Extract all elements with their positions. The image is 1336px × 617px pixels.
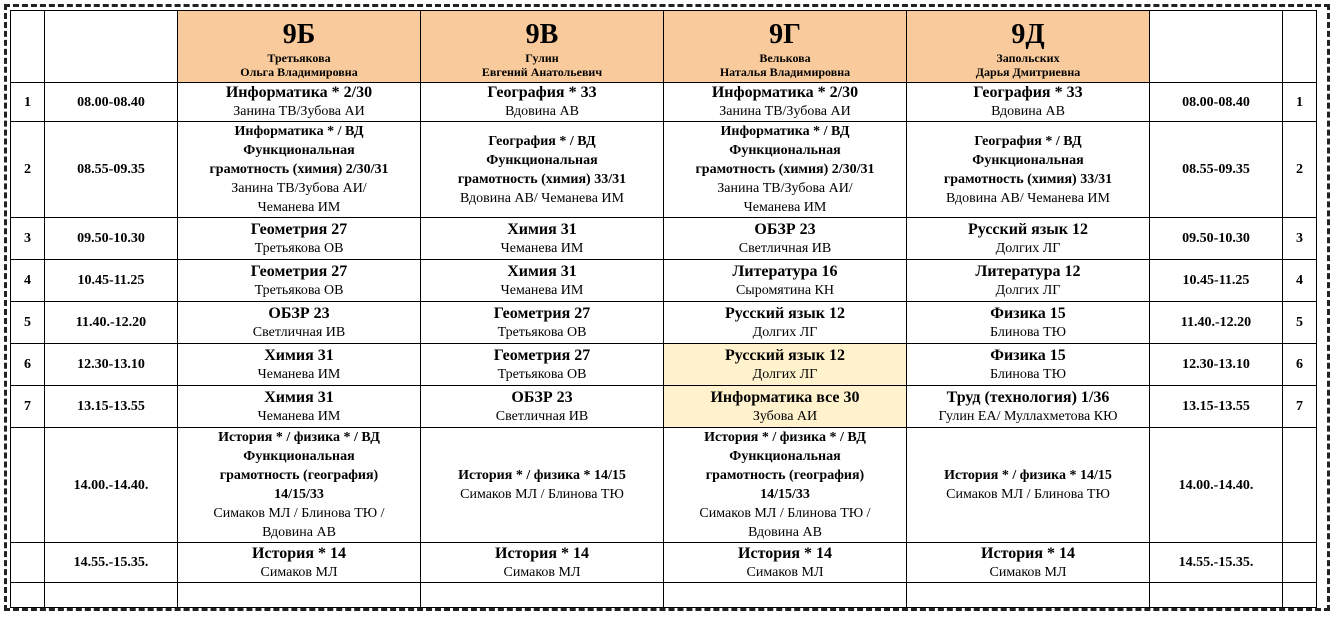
lesson-subject: Химия 31 (264, 346, 334, 364)
lesson-teacher: Вдовина АВ (991, 104, 1065, 119)
lesson-number (11, 543, 45, 583)
lesson-cell (907, 386, 1150, 428)
lesson-subject: География * 33 (973, 84, 1083, 101)
lesson-cell (421, 302, 664, 344)
lesson-subject: История * / физика * 14/15 (944, 468, 1112, 483)
class-teacher-name: Ольга Владимировна (240, 64, 358, 79)
lesson-teacher: Блинова ТЮ (990, 366, 1066, 382)
lesson-row (11, 428, 1317, 543)
lesson-subject: Функциональная (243, 143, 355, 158)
lesson-teacher: Симаков МЛ (503, 564, 581, 580)
lesson-time: 10.45-11.25 (45, 260, 178, 302)
class-teacher-name: Дарья Дмитриевна (975, 64, 1081, 79)
lesson-cell (421, 344, 664, 386)
lesson-subject: Функциональная (972, 152, 1084, 168)
class-header-9g (664, 11, 907, 83)
lesson-cell (664, 344, 907, 386)
lesson-teacher: Симаков МЛ (746, 564, 824, 580)
lesson-subject: Информатика все 30 (710, 388, 860, 406)
lesson-cell (178, 344, 421, 386)
lesson-number-right: 3 (1283, 218, 1317, 260)
lesson-cell (664, 83, 907, 122)
lesson-number-right: 6 (1283, 344, 1317, 386)
lesson-cell (664, 260, 907, 302)
lesson-cell (664, 302, 907, 344)
lesson-subject: Функциональная (243, 449, 355, 464)
lesson-cell (178, 428, 421, 543)
class-code: 9Д (1011, 18, 1045, 50)
lesson-time: 12.30-13.10 (45, 344, 178, 386)
lesson-time-right: 08.55-09.35 (1150, 122, 1283, 218)
header-empty-time (45, 11, 178, 83)
lesson-time-right: 09.50-10.30 (1150, 218, 1283, 260)
lesson-number-right: 2 (1283, 122, 1317, 218)
lesson-row (11, 344, 1317, 386)
lesson-subject: История * / физика * / ВД (218, 430, 380, 445)
empty-cell (11, 583, 45, 608)
lesson-teacher: Долгих ЛГ (752, 366, 818, 382)
lesson-subject: Химия 31 (264, 388, 334, 406)
lesson-subject: грамотность (география) (219, 468, 379, 483)
class-teacher-surname: Третьякова (267, 50, 331, 65)
lesson-subject: История * 14 (252, 544, 346, 562)
lesson-number: 3 (11, 218, 45, 260)
lesson-time-right: 08.00-08.40 (1150, 83, 1283, 122)
lesson-number: 2 (11, 122, 45, 218)
lesson-subject: грамотность (химия) 33/31 (457, 171, 627, 187)
lesson-teacher: Чеманева ИМ (500, 282, 584, 298)
lesson-subject: грамотность (химия) 33/31 (943, 171, 1113, 187)
lesson-row (11, 218, 1317, 260)
lesson-teacher: Третьякова ОВ (497, 324, 587, 340)
lesson-teacher: Вдовина АВ (262, 525, 336, 540)
lesson-cell (178, 302, 421, 344)
lesson-subject: География * / ВД (974, 133, 1082, 149)
lesson-time: 08.00-08.40 (45, 83, 178, 122)
lesson-subject: грамотность (химия) 2/30/31 (209, 162, 389, 177)
lesson-subject: Химия 31 (507, 220, 577, 238)
lesson-cell (178, 122, 421, 218)
lesson-teacher: Сыромятина КН (735, 282, 835, 298)
lesson-cell (907, 83, 1150, 122)
lesson-teacher: Светличная ИВ (252, 324, 346, 340)
empty-row (11, 583, 1317, 608)
lesson-teacher: Симаков МЛ / Блинова ТЮ / (213, 506, 385, 521)
class-teacher-surname: Гулин (525, 50, 559, 65)
class-teacher-surname: Запольских (996, 50, 1060, 65)
lesson-time: 14.00.-14.40. (45, 428, 178, 543)
empty-cell (45, 583, 178, 608)
lesson-cell (178, 543, 421, 583)
lesson-subject: грамотность (химия) 2/30/31 (695, 162, 875, 177)
lesson-subject: ОБЗР 23 (754, 220, 816, 238)
lesson-teacher: Долгих ЛГ (995, 282, 1061, 298)
lesson-teacher: Занина ТВ/Зубова АИ (719, 104, 851, 119)
lesson-cell (907, 302, 1150, 344)
lesson-teacher: Вдовина АВ/ Чеманева ИМ (460, 190, 624, 206)
lesson-cell (421, 386, 664, 428)
lesson-time: 14.55.-15.35. (45, 543, 178, 583)
lesson-teacher: Вдовина АВ (748, 525, 822, 540)
lesson-subject: Литература 16 (732, 262, 838, 280)
lesson-teacher: Чеманева ИМ (257, 366, 341, 382)
header-row (11, 11, 1317, 83)
lesson-row (11, 302, 1317, 344)
lesson-cell (907, 428, 1150, 543)
lesson-teacher: Чеманева ИМ (500, 240, 584, 256)
lesson-row (11, 386, 1317, 428)
lesson-cell (421, 260, 664, 302)
lesson-number (11, 428, 45, 543)
lesson-cell (664, 218, 907, 260)
empty-cell (421, 583, 664, 608)
lesson-cell (421, 83, 664, 122)
lesson-number-right: 7 (1283, 386, 1317, 428)
lesson-teacher: Симаков МЛ / Блинова ТЮ (946, 487, 1110, 502)
lesson-subject: Информатика * 2/30 (711, 84, 859, 101)
lesson-number-right (1283, 543, 1317, 583)
lesson-teacher: Симаков МЛ (260, 564, 338, 580)
header-empty-right (1283, 11, 1317, 83)
lesson-subject: История * 14 (495, 544, 589, 562)
lesson-teacher: Долгих ЛГ (995, 240, 1061, 256)
lesson-subject: 14/15/33 (760, 487, 810, 502)
class-teacher-surname: Велькова (759, 50, 811, 65)
lesson-number-right: 5 (1283, 302, 1317, 344)
lesson-time: 11.40.-12.20 (45, 302, 178, 344)
lesson-subject: Труд (технология) 1/36 (946, 388, 1110, 406)
lesson-teacher: Симаков МЛ / Блинова ТЮ / (699, 506, 871, 521)
lesson-subject: Геометрия 27 (250, 220, 348, 238)
lesson-subject: География * 33 (487, 84, 597, 101)
lesson-number-right: 4 (1283, 260, 1317, 302)
lesson-cell (907, 122, 1150, 218)
class-code: 9В (525, 18, 559, 50)
lesson-row (11, 543, 1317, 583)
lesson-row (11, 83, 1317, 122)
lesson-subject: Геометрия 27 (493, 346, 591, 364)
lesson-time: 13.15-13.55 (45, 386, 178, 428)
lesson-number: 5 (11, 302, 45, 344)
lesson-teacher: Вдовина АВ/ Чеманева ИМ (946, 190, 1110, 206)
lesson-subject: Литература 12 (975, 262, 1081, 280)
lesson-subject: Русский язык 12 (725, 346, 845, 364)
lesson-subject: История * / физика * 14/15 (458, 468, 626, 483)
lesson-row (11, 260, 1317, 302)
lesson-subject: грамотность (география) (705, 468, 865, 483)
lesson-subject: 14/15/33 (274, 487, 324, 502)
lesson-teacher: Чеманева ИМ (257, 408, 341, 424)
lesson-number-right (1283, 428, 1317, 543)
lesson-cell (178, 386, 421, 428)
lesson-subject: Русский язык 12 (725, 304, 845, 322)
empty-cell (664, 583, 907, 608)
lesson-subject: История * 14 (738, 544, 832, 562)
lesson-teacher: Третьякова ОВ (254, 240, 344, 256)
lesson-time-right: 13.15-13.55 (1150, 386, 1283, 428)
lesson-subject: История * 14 (981, 544, 1075, 562)
lesson-subject: ОБЗР 23 (511, 388, 573, 406)
lesson-cell (421, 218, 664, 260)
lesson-cell (421, 122, 664, 218)
lesson-number: 7 (11, 386, 45, 428)
lesson-subject: Физика 15 (990, 304, 1066, 322)
lesson-subject: Геометрия 27 (250, 262, 348, 280)
lesson-teacher: Симаков МЛ (989, 564, 1067, 580)
lesson-subject: География * / ВД (488, 133, 596, 149)
lesson-teacher: Светличная ИВ (495, 408, 589, 424)
class-teacher-name: Евгений Анатольевич (481, 64, 603, 79)
lesson-subject: Функциональная (729, 449, 841, 464)
header-empty-left (11, 11, 45, 83)
lesson-subject: Информатика * 2/30 (225, 84, 373, 101)
lesson-teacher: Симаков МЛ / Блинова ТЮ (460, 487, 624, 502)
lesson-cell (907, 260, 1150, 302)
lesson-cell (664, 428, 907, 543)
header-empty-time-right (1150, 11, 1283, 83)
lesson-teacher: Занина ТВ/Зубова АИ/ (231, 181, 367, 196)
lesson-number: 1 (11, 83, 45, 122)
lesson-subject: История * / физика * / ВД (704, 430, 866, 445)
lesson-cell (178, 83, 421, 122)
lesson-subject: Геометрия 27 (493, 304, 591, 322)
empty-cell (1283, 583, 1317, 608)
lesson-cell (421, 543, 664, 583)
lesson-subject: Функциональная (486, 152, 598, 168)
lesson-subject: Химия 31 (507, 262, 577, 280)
lesson-subject: ОБЗР 23 (268, 304, 330, 322)
lesson-time-right: 14.55.-15.35. (1150, 543, 1283, 583)
lesson-teacher: Третьякова ОВ (497, 366, 587, 382)
empty-cell (178, 583, 421, 608)
class-teacher-name: Наталья Владимировна (719, 64, 851, 79)
lesson-teacher: Чеманева ИМ (257, 200, 341, 215)
lesson-teacher: Зубова АИ (752, 408, 818, 424)
lesson-time-right: 12.30-13.10 (1150, 344, 1283, 386)
lesson-teacher: Гулин ЕА/ Муллахметова КЮ (938, 408, 1118, 424)
lesson-row (11, 122, 1317, 218)
lesson-teacher: Вдовина АВ (505, 104, 579, 119)
lesson-teacher: Чеманева ИМ (743, 200, 827, 215)
lesson-cell (178, 260, 421, 302)
lesson-time-right: 10.45-11.25 (1150, 260, 1283, 302)
lesson-number-right: 1 (1283, 83, 1317, 122)
lesson-teacher: Занина ТВ/Зубова АИ (233, 104, 365, 119)
lesson-teacher: Светличная ИВ (738, 240, 832, 256)
lesson-number: 4 (11, 260, 45, 302)
lesson-cell (907, 344, 1150, 386)
lesson-time: 08.55-09.35 (45, 122, 178, 218)
lesson-subject: Физика 15 (990, 346, 1066, 364)
lesson-cell (421, 428, 664, 543)
lesson-cell (664, 122, 907, 218)
lesson-subject: Информатика * / ВД (234, 124, 364, 139)
class-header-9v (421, 11, 664, 83)
class-header-9d (907, 11, 1150, 83)
lesson-cell (907, 543, 1150, 583)
lesson-number: 6 (11, 344, 45, 386)
lesson-teacher: Третьякова ОВ (254, 282, 344, 298)
lesson-cell (907, 218, 1150, 260)
lesson-time-right: 14.00.-14.40. (1150, 428, 1283, 543)
schedule-table (10, 10, 1317, 608)
lesson-time: 09.50-10.30 (45, 218, 178, 260)
lesson-time-right: 11.40.-12.20 (1150, 302, 1283, 344)
empty-cell (907, 583, 1150, 608)
lesson-teacher: Блинова ТЮ (990, 324, 1066, 340)
lesson-subject: Информатика * / ВД (720, 124, 850, 139)
lesson-cell (664, 543, 907, 583)
class-code: 9Б (282, 18, 316, 50)
class-code: 9Г (769, 18, 801, 50)
lesson-subject: Функциональная (729, 143, 841, 158)
lesson-teacher: Долгих ЛГ (752, 324, 818, 340)
lesson-teacher: Занина ТВ/Зубова АИ/ (717, 181, 853, 196)
lesson-cell (664, 386, 907, 428)
empty-cell (1150, 583, 1283, 608)
lesson-cell (178, 218, 421, 260)
class-header-9b (178, 11, 421, 83)
lesson-subject: Русский язык 12 (968, 220, 1088, 238)
